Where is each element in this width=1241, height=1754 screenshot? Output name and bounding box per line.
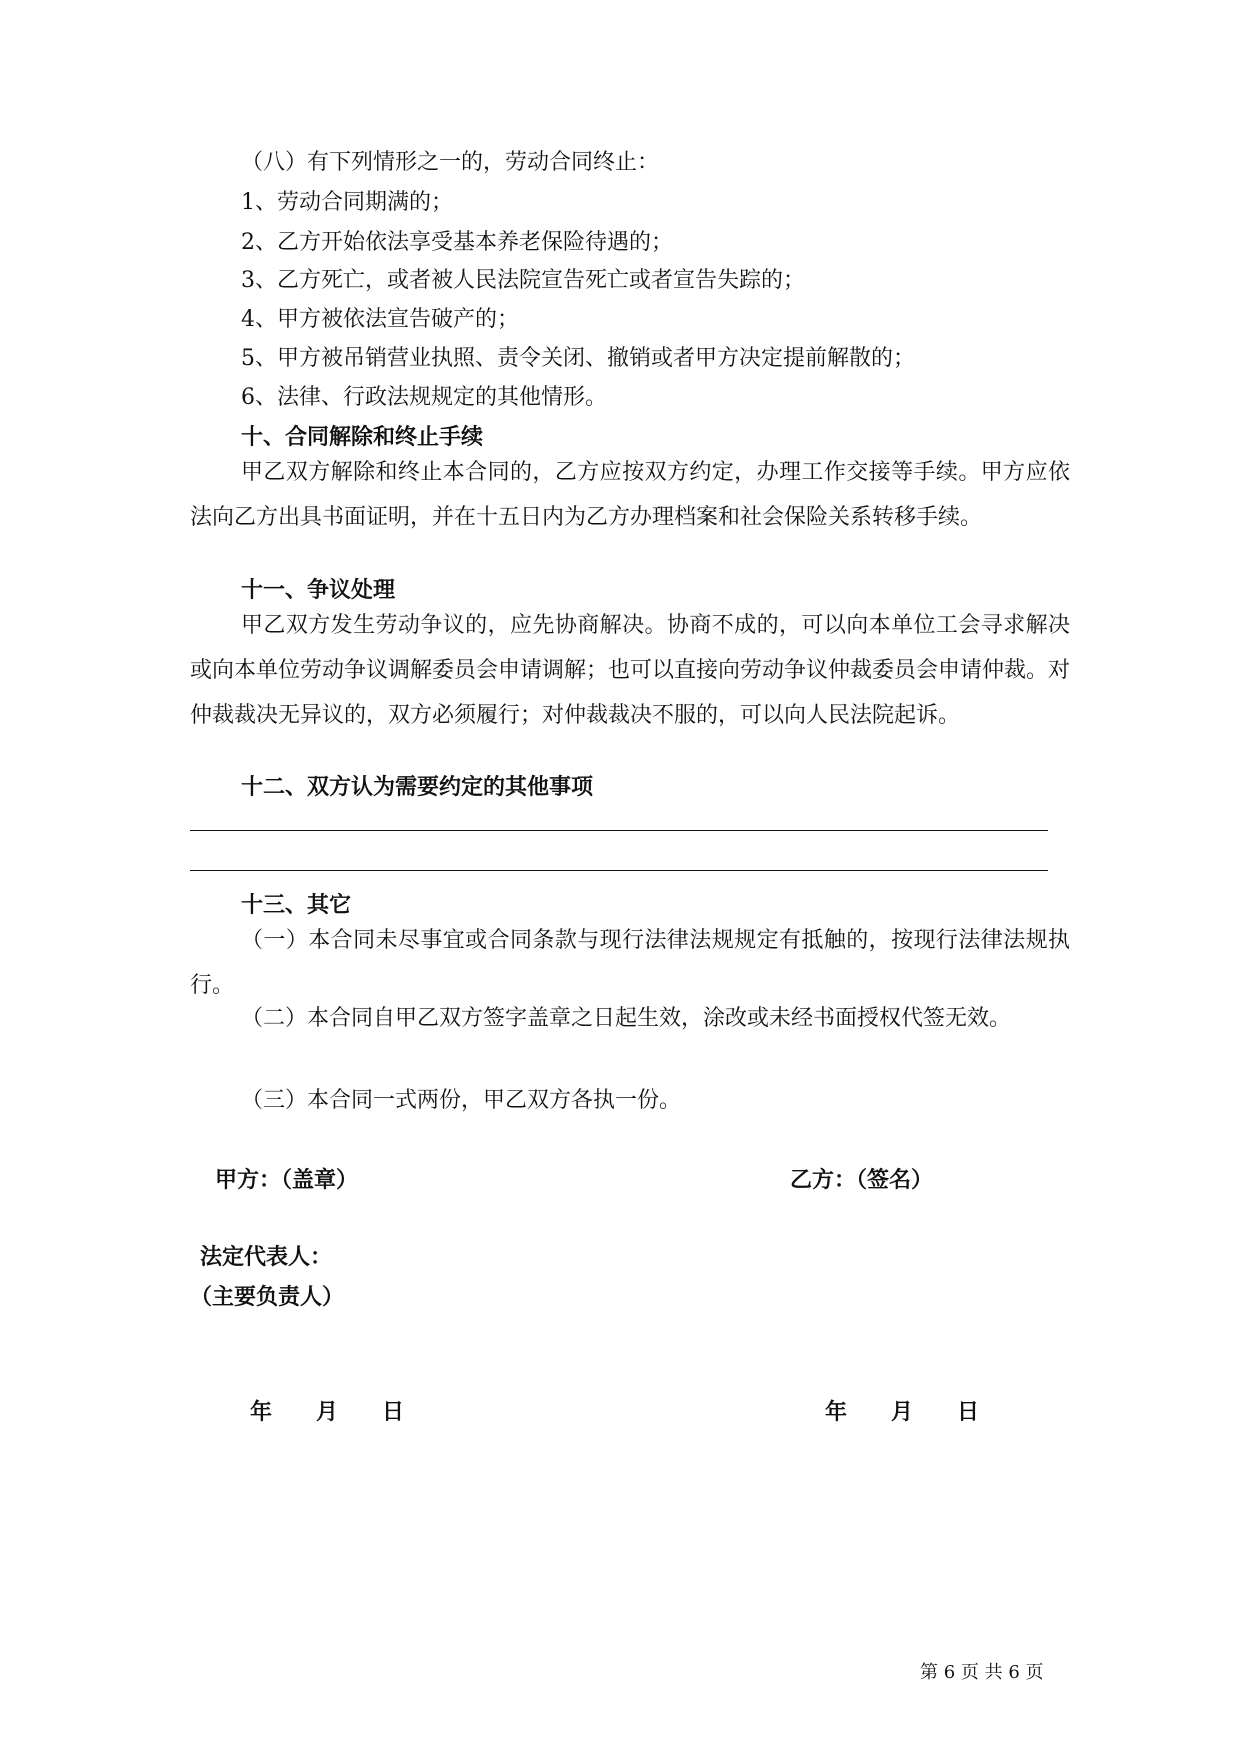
party-b-date: 年 月 日 bbox=[825, 1400, 980, 1425]
section-10-body: 甲乙双方解除和终止本合同的，乙方应按双方约定，办理工作交接等手续。甲方应依法向乙方出具书面证明，并在十五日内为乙方办理档案和社会保险关系转移手续。 bbox=[190, 460, 1070, 530]
fill-line bbox=[190, 870, 1048, 871]
section-10-title: 十、合同解除和终止手续 bbox=[241, 425, 484, 450]
list-item: 2、乙方开始依法享受基本养老保险待遇的； bbox=[241, 230, 673, 255]
party-b-signature-label: 乙方：（签名） bbox=[790, 1168, 934, 1193]
section-13-item-3: （三）本合同一式两份，甲乙双方各执一份。 bbox=[241, 1088, 682, 1113]
list-item: 1、劳动合同期满的； bbox=[241, 190, 453, 215]
list-item: 6、法律、行政法规规定的其他情形。 bbox=[241, 385, 607, 410]
party-a-date: 年 月 日 bbox=[250, 1400, 405, 1425]
party-a-seal-label: 甲方：（盖章） bbox=[215, 1168, 359, 1193]
section-11-title: 十一、争议处理 bbox=[241, 578, 396, 603]
list-item: 5、甲方被吊销营业执照、责令关闭、撤销或者甲方决定提前解散的； bbox=[241, 346, 915, 371]
list-item: 4、甲方被依法宣告破产的； bbox=[241, 307, 519, 332]
section-13-item-2: （二）本合同自甲乙双方签字盖章之日起生效，涂改或未经书面授权代签无效。 bbox=[241, 1006, 1012, 1031]
list-item: 3、乙方死亡，或者被人民法院宣告死亡或者宣告失踪的； bbox=[241, 268, 805, 293]
section-11-body: 甲乙双方发生劳动争议的，应先协商解决。协商不成的，可以向本单位工会寻求解决或向本单位劳动争议调解委员会申请调解；也可以直接向劳动争议仲裁委员会申请仲裁。对仲裁裁决无异议的，双方必须履行；对仲裁裁决不服的，可以向人民法院起诉。 bbox=[190, 613, 1071, 728]
page-number: 第 6 页 共 6 页 bbox=[920, 1662, 1044, 1683]
clause-8-heading: （八）有下列情形之一的，劳动合同终止： bbox=[241, 150, 660, 175]
section-13-item-1: （一）本合同未尽事宜或合同条款与现行法律法规规定有抵触的，按现行法律法规执行。 bbox=[190, 928, 1070, 998]
legal-representative-label: 法定代表人： bbox=[200, 1245, 333, 1270]
principal-label: （主要负责人） bbox=[190, 1285, 345, 1310]
section-12-title: 十二、双方认为需要约定的其他事项 bbox=[241, 775, 594, 800]
section-13-title: 十三、其它 bbox=[241, 893, 352, 918]
fill-line bbox=[190, 830, 1048, 831]
